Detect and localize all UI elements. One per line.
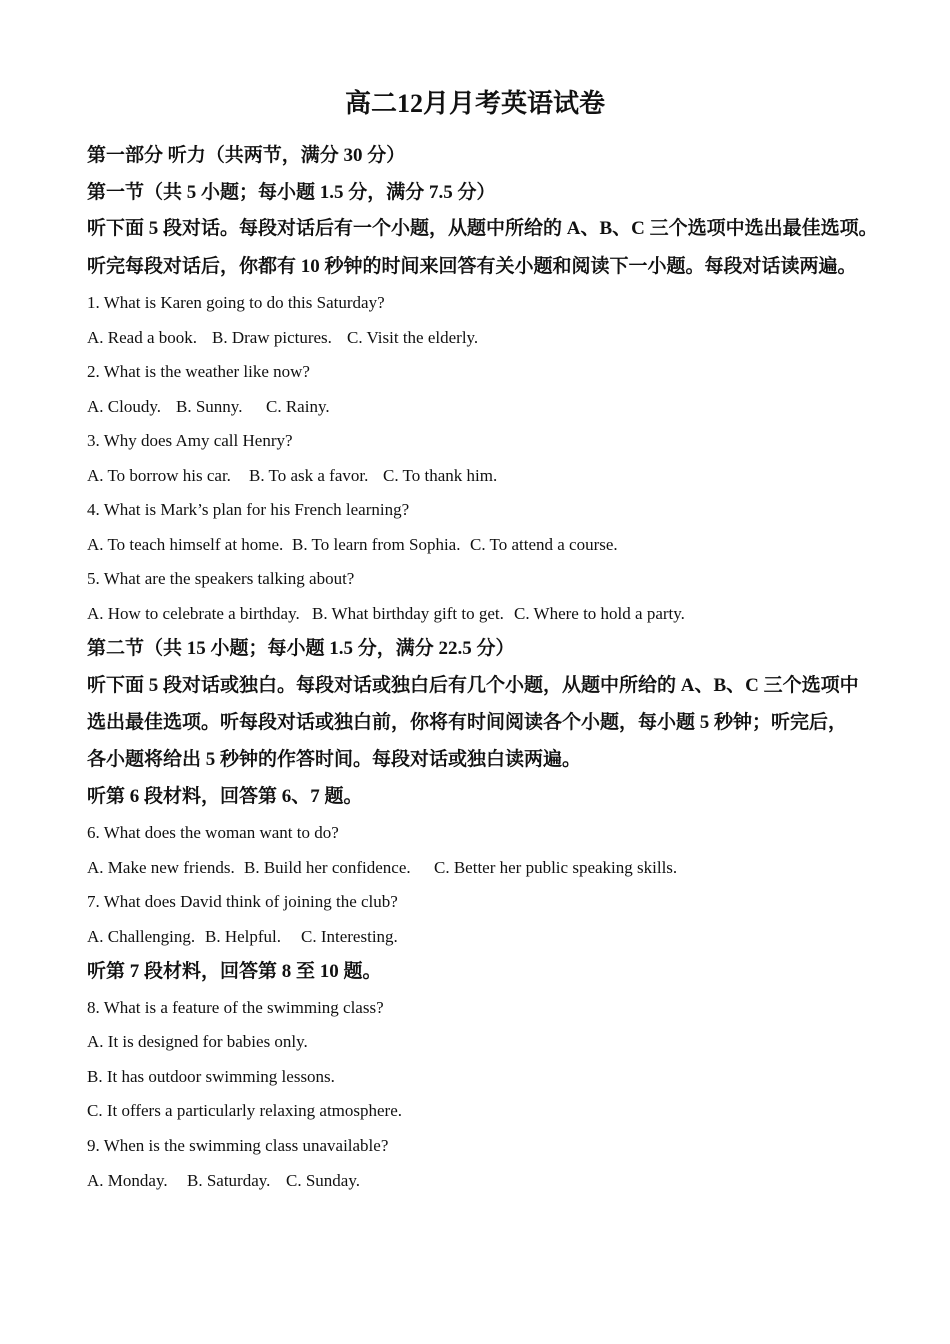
question-8-option-b: B. It has outdoor swimming lessons. [87, 1067, 335, 1086]
option-c: C. Interesting. [301, 927, 398, 946]
page-title: 高二12月月考英语试卷 [344, 89, 605, 118]
option-a: A. Make new friends. [87, 858, 235, 877]
question-6: 6. What does the woman want to do? [87, 823, 339, 842]
question-6-options [87, 856, 677, 880]
part1-heading: 第一部分 听力（共两节，满分 30 分） [87, 145, 406, 166]
option-b: B. Helpful. [205, 927, 282, 946]
question-3-options [87, 464, 497, 488]
option-a: A. To borrow his car. [87, 466, 231, 485]
section2-instruction-3: 各小题将给出 5 秒钟的作答时间。每段对话或独白读两遍。 [87, 749, 582, 770]
option-b: B. Sunny. [176, 397, 243, 416]
option-c: C. Visit the elderly. [347, 328, 479, 347]
question-5-options [87, 602, 685, 626]
option-a: A. Challenging. [87, 927, 196, 946]
section1-instruction-1: 听下面 5 段对话。每段对话后有一个小题，从题中所给的 A、B、C 三个选项中选出最佳选项。 [87, 218, 878, 239]
question-8-option-a: A. It is designed for babies only. [87, 1032, 308, 1051]
question-8-option-c: C. It offers a particularly relaxing atmosphere. [87, 1101, 403, 1120]
question-7: 7. What does David think of joining the club? [87, 892, 398, 911]
option-a: A. To teach himself at home. [87, 535, 284, 554]
question-7-options [87, 925, 398, 949]
section1-instruction-2: 听完每段对话后，你都有 10 秒钟的时间来回答有关小题和阅读下一小题。每段对话读两遍。 [87, 256, 857, 277]
material-6-heading: 听第 6 段材料，回答第 6、7 题。 [87, 786, 363, 807]
option-c: C. Better her public speaking skills. [434, 858, 678, 877]
section1-heading: 第一节（共 5 小题；每小题 1.5 分，满分 7.5 分） [87, 182, 496, 203]
question-5: 5. What are the speakers talking about? [87, 569, 355, 588]
option-c: C. Rainy. [266, 397, 330, 416]
option-c: C. Sunday. [286, 1171, 360, 1190]
question-2-options [87, 395, 330, 419]
option-a: A. How to celebrate a birthday. [87, 604, 300, 623]
option-a: A. Cloudy. [87, 397, 161, 416]
question-8: 8. What is a feature of the swimming class? [87, 998, 384, 1017]
option-c: C. To thank him. [383, 466, 498, 485]
material-7-heading: 听第 7 段材料，回答第 8 至 10 题。 [87, 961, 382, 982]
option-c: C. To attend a course. [470, 535, 618, 554]
question-4-options [87, 533, 618, 557]
question-4: 4. What is Mark’s plan for his French learning? [87, 500, 410, 519]
question-3: 3. Why does Amy call Henry? [87, 431, 293, 450]
option-b: B. What birthday gift to get. [312, 604, 504, 623]
question-2: 2. What is the weather like now? [87, 362, 310, 381]
question-9-options [87, 1169, 360, 1193]
question-1: 1. What is Karen going to do this Saturday? [87, 293, 385, 312]
option-b: B. To ask a favor. [249, 466, 369, 485]
option-b: B. Saturday. [187, 1171, 271, 1190]
question-9: 9. When is the swimming class unavailable? [87, 1136, 389, 1155]
option-b: B. To learn from Sophia. [292, 535, 461, 554]
option-b: B. Draw pictures. [212, 328, 332, 347]
option-a: A. Monday. [87, 1171, 168, 1190]
section2-instruction-2: 选出最佳选项。听每段对话或独白前，你将有时间阅读各个小题，每小题 5 秒钟；听完后， [87, 712, 848, 733]
option-a: A. Read a book. [87, 328, 198, 347]
section2-heading: 第二节（共 15 小题；每小题 1.5 分，满分 22.5 分） [87, 638, 515, 659]
question-1-options [87, 326, 478, 350]
section2-instruction-1: 听下面 5 段对话或独白。每段对话或独白后有几个小题，从题中所给的 A、B、C 三个选项中 [87, 675, 859, 696]
option-b: B. Build her confidence. [244, 858, 411, 877]
option-c: C. Where to hold a party. [514, 604, 685, 623]
